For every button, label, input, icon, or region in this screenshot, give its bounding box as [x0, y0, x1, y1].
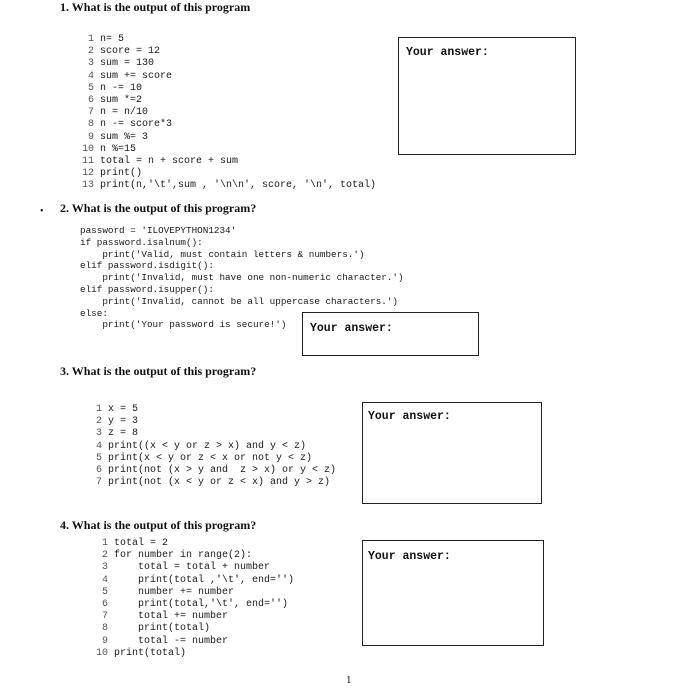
code-text: total = n + score + sum	[94, 156, 239, 168]
code-text: n = n/10	[94, 107, 149, 119]
code-line	[96, 416, 336, 428]
question-1-title: 1. What is the output of this program	[60, 0, 251, 14]
code-text: print(total ,'\t', end='')	[108, 574, 295, 586]
line-number: 2	[96, 416, 103, 428]
line-number: 7	[82, 107, 95, 119]
code-line	[82, 95, 376, 107]
code-text: print((x < y or z > x) and y < z)	[102, 440, 307, 452]
line-number: 10	[82, 143, 95, 155]
code-line	[82, 46, 376, 58]
code-text: y = 3	[102, 416, 139, 428]
code-line	[96, 587, 294, 599]
code-line	[96, 611, 294, 623]
code-line	[96, 441, 336, 453]
code-line: else:	[80, 307, 108, 319]
code-line	[96, 477, 336, 489]
code-line	[82, 156, 376, 168]
line-number: 8	[96, 623, 109, 635]
code-line	[82, 168, 376, 180]
code-text: n -= 10	[94, 82, 143, 94]
code-line	[96, 465, 336, 477]
line-number: 8	[82, 119, 95, 131]
line-number: 11	[82, 156, 95, 168]
line-number: 5	[96, 452, 103, 464]
code-line	[96, 575, 294, 587]
code-line	[82, 144, 376, 156]
code-text: print(total)	[108, 623, 211, 635]
line-number: 7	[96, 477, 103, 489]
code-text: sum += score	[94, 70, 173, 82]
code-text: print()	[94, 168, 143, 180]
question-3-answer-label: Your answer:	[368, 410, 451, 423]
question-3-code	[96, 404, 336, 489]
code-line	[82, 107, 376, 119]
line-number: 7	[96, 611, 109, 623]
code-text: n %=15	[94, 143, 137, 155]
line-number: 4	[82, 70, 95, 82]
line-number: 9	[82, 131, 95, 143]
question-3-title: 3. What is the output of this program?	[60, 364, 257, 378]
line-number: 6	[96, 599, 109, 611]
code-line	[96, 599, 294, 611]
line-number: 4	[96, 574, 109, 586]
line-number: 2	[82, 46, 95, 58]
line-number: 1	[96, 404, 103, 415]
code-line	[96, 562, 294, 574]
line-number: 1	[82, 34, 95, 45]
question-4-title: 4. What is the output of this program?	[60, 518, 257, 532]
code-text: print(total,'\t', end='')	[108, 599, 289, 611]
code-line	[82, 180, 376, 192]
code-line: if password.isalnum():	[80, 236, 203, 248]
line-number: 3	[96, 428, 103, 440]
code-text: n -= score*3	[94, 119, 173, 131]
code-line	[82, 119, 376, 131]
code-line	[96, 623, 294, 635]
code-text: sum = 130	[94, 58, 155, 70]
code-line	[82, 132, 376, 144]
code-line: print('Valid, must contain letters & numbers.')	[80, 248, 365, 260]
code-text: x = 5	[102, 404, 139, 415]
code-text: total -= number	[108, 635, 229, 647]
code-text: score = 12	[94, 46, 161, 58]
code-line	[82, 34, 376, 46]
code-line	[96, 636, 294, 648]
code-text: print(not (x > y and z > x) or y < z)	[102, 465, 337, 477]
line-number: 5	[82, 82, 95, 94]
question-2-title: 2. What is the output of this program?	[60, 201, 257, 215]
code-text: number += number	[108, 586, 235, 598]
code-text: print(n,'\t',sum , '\n\n', score, '\n', total)	[94, 180, 377, 192]
code-text: print(total)	[108, 647, 187, 659]
code-text: sum %= 3	[94, 131, 149, 143]
line-number: 12	[82, 168, 95, 180]
code-line	[82, 83, 376, 95]
code-line	[96, 550, 294, 562]
line-number: 3	[96, 562, 109, 574]
code-line: print('Your password is secure!')	[80, 319, 287, 331]
code-line	[82, 58, 376, 70]
code-text: print(x < y or z < x or not y < z)	[102, 452, 313, 464]
question-2-answer-label: Your answer:	[310, 322, 393, 335]
line-number: 10	[96, 647, 109, 659]
code-line	[96, 453, 336, 465]
code-line: password = 'ILOVEPYTHON1234'	[80, 225, 237, 236]
line-number: 6	[96, 465, 103, 477]
code-line	[96, 648, 294, 660]
code-line	[96, 538, 294, 550]
bullet-marker: •	[40, 206, 44, 217]
code-line	[96, 404, 336, 416]
line-number: 2	[96, 550, 109, 562]
code-line: print('Invalid, must have one non-numeric character.')	[80, 272, 404, 284]
question-4-code	[96, 538, 294, 660]
code-line	[82, 71, 376, 83]
line-number: 6	[82, 95, 95, 107]
line-number: 1	[96, 538, 109, 549]
code-text: total = 2	[108, 538, 169, 549]
code-line	[96, 428, 336, 440]
code-line: elif password.isdigit():	[80, 260, 214, 272]
question-1-answer-label: Your answer:	[406, 46, 489, 59]
code-text: total += number	[108, 611, 229, 623]
page-number: 1	[346, 674, 352, 686]
code-text: sum *=2	[94, 95, 143, 107]
question-1-code	[82, 34, 376, 193]
line-number: 9	[96, 635, 109, 647]
code-text: for number in range(2):	[108, 550, 253, 562]
code-text: total = total + number	[108, 562, 271, 574]
line-number: 4	[96, 440, 103, 452]
line-number: 3	[82, 58, 95, 70]
line-number: 13	[82, 180, 95, 192]
code-text: n= 5	[94, 34, 125, 45]
line-number: 5	[96, 586, 109, 598]
code-line: elif password.isupper():	[80, 283, 214, 295]
code-text: z = 8	[102, 428, 139, 440]
question-4-answer-label: Your answer:	[368, 550, 451, 563]
code-line: print('Invalid, cannot be all uppercase characters.')	[80, 295, 399, 307]
code-text: print(not (x < y or z < x) and y > z)	[102, 477, 331, 489]
